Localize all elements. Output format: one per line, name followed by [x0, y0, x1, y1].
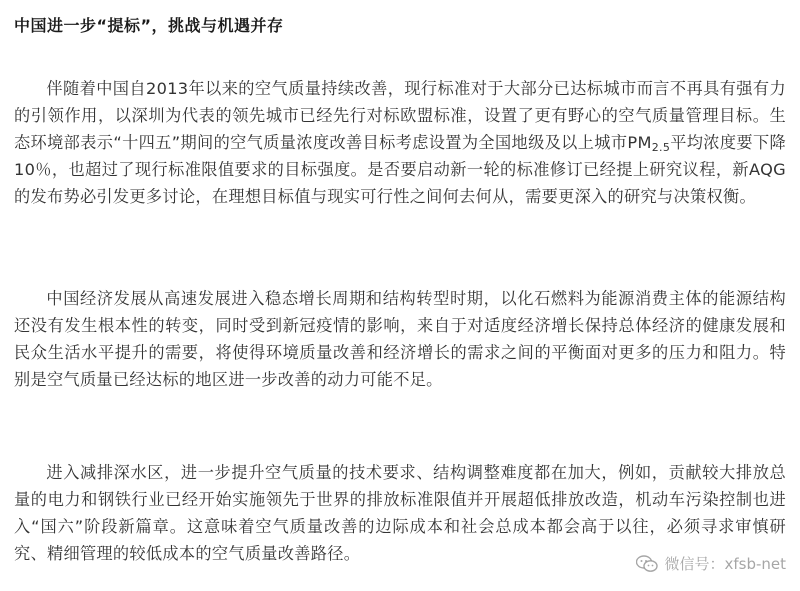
paragraph-3: 进入减排深水区，进一步提升空气质量的技术要求、结构调整难度都在加大，例如，贡献较大排放总量的电力和钢铁行业已经开始实施领先于世界的排放标准限值并开展超低排放改造，机动车污染控制也进入“国六”阶段新篇章。这意味着空气质量改善的边际成本和社会总成本都会高于以往，必须寻求审慎研究、精细管理的较低成本的空气质量改善路径。: [14, 463, 786, 563]
pm-subscript: 2.5: [651, 141, 671, 154]
wechat-icon: [636, 555, 658, 573]
watermark: [636, 553, 786, 574]
watermark-text: 微信号：xfsb-net: [664, 555, 786, 573]
paragraph-1-text-b: 平均浓度要下降10％，也超过了现行标准限值要求的目标强度。是否要启动新一轮的标准修订已经提上研究议程，新AQG的发布势必引发更多讨论，在理想目标值与现实可行性之间何去何从，需要更深入的研究与决策权衡。: [14, 133, 786, 206]
paragraph-1-text-a: 伴随着中国自2013年以来的空气质量持续改善，现行标准对于大部分已达标城市而言不再具有强有力的引领作用，以深圳为代表的领先城市已经先行对标欧盟标准，设置了更有野心的空气质量管理目标。生态环境部表示“十四五”期间的空气质量浓度改善目标考虑设置为全国地级及以上城市PM: [14, 79, 786, 152]
section-heading: 中国进一步“提标”，挑战与机遇并存: [14, 16, 284, 35]
paragraph-1: [14, 75, 786, 210]
paragraph-2: 中国经济发展从高速发展进入稳态增长周期和结构转型时期，以化石燃料为能源消费主体的能源结构还没有发生根本性的转变，同时受到新冠疫情的影响，来自于对适度经济增长保持总体经济的健康发展和民众生活水平提升的需要，将使得环境质量改善和经济增长的需求之间的平衡面对更多的压力和阻力。特别是空气质量已经达标的地区进一步改善的动力可能不足。: [14, 289, 786, 389]
